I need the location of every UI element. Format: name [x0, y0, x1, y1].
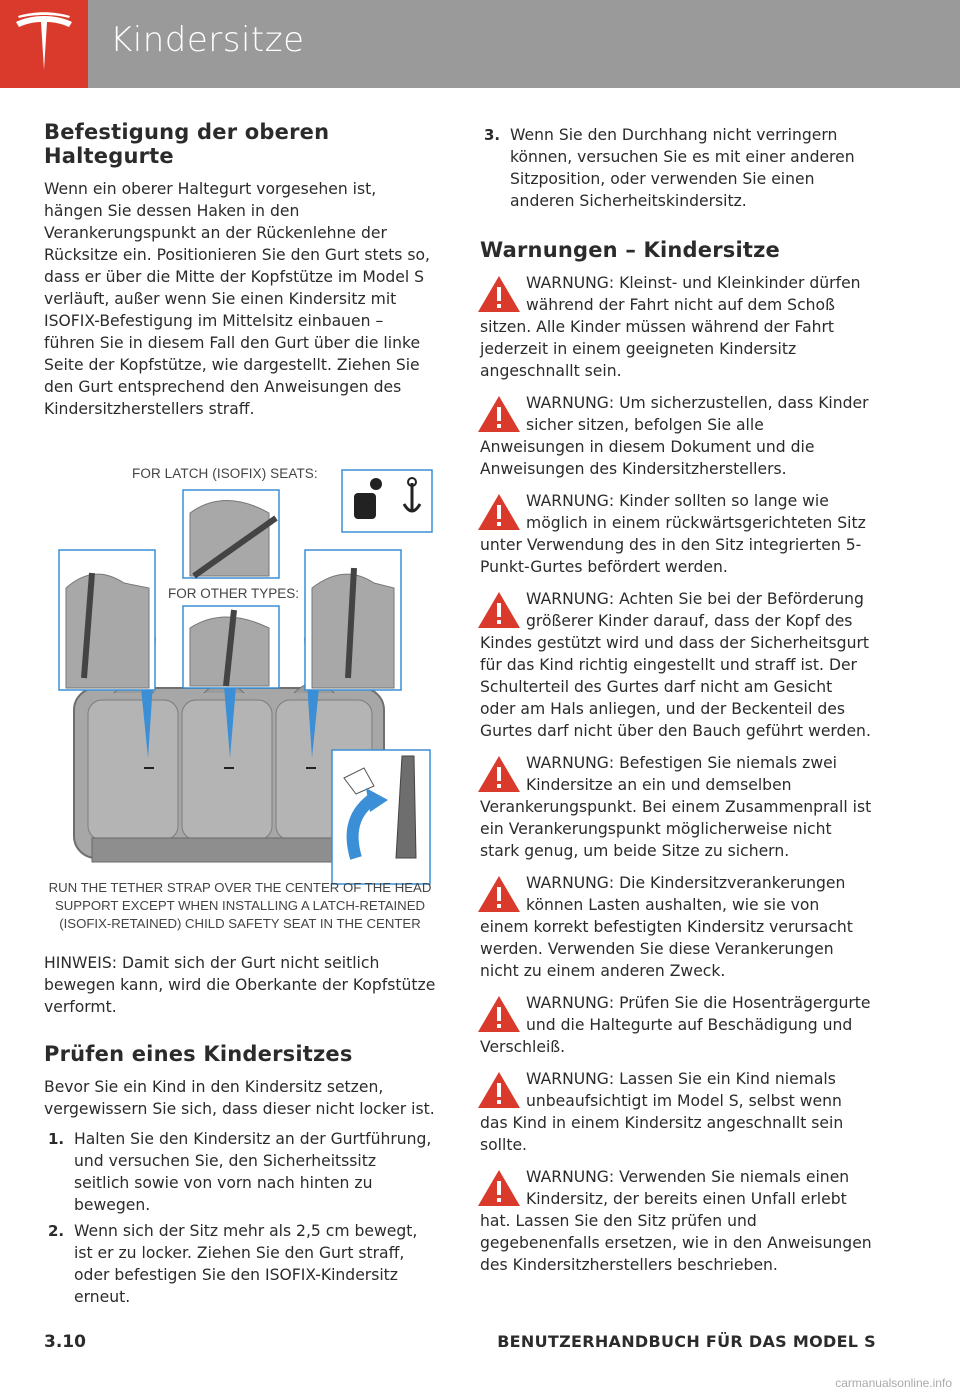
warning-triangle-icon [476, 874, 522, 914]
warning-item: WARNUNG: Achten Sie bei der Beförderung größerer Kinder darauf, dass der Kopf des Kindes gestützt wird und dass der Sicherheitsgurt für das Kind richtig eingestellt und straff ist. Der Schulterteil des Gurtes darf nicht am Gesicht oder am Hals anliegen, und der Beckenteil des Gurtes darf nicht über den Bauch geführt werden. [480, 588, 872, 742]
page-number: 3.10 [44, 1332, 86, 1352]
right-column [480, 124, 872, 1286]
list-item: 3. Wenn Sie den Durchhang nicht verringern können, versuchen Sie es mit einer anderen Sitzposition, oder verwenden Sie einen anderen Sicherheitskindersitz. [484, 126, 855, 210]
manual-title: BENUTZERHANDBUCH FÜR DAS MODEL S [497, 1332, 876, 1351]
warning-triangle-icon [476, 994, 522, 1034]
warning-triangle-icon [476, 394, 522, 434]
section-title-check: Prüfen eines Kindersitzes [44, 1042, 353, 1066]
figure-caption-line2: SUPPORT EXCEPT WHEN INSTALLING A LATCH-RETAINED [54, 898, 426, 913]
chapter-title: Kindersitze [110, 20, 305, 60]
section-body-tether: Wenn ein oberer Haltegurt vorgesehen ist, hängen Sie dessen Haken in den Verankerungspunkt an der Rückenlehne der Rücksitze ein. Positionieren Sie den Gurt stets so, dass er über die Mitte der Kopfstütze im Model S verläuft, außer wenn Sie einen Kindersitz mit ISOFIX-Befestigung im Mittelsitz einbauen – führen Sie in diesem Fall den Gurt über die linke Seite der Kopfstütze, wie dargestellt. Ziehen Sie den Gurt entsprechend den Anweisungen des Kindersitzherstellers straff. [44, 180, 431, 418]
note-headrest: HINWEIS: Damit sich der Gurt nicht seitlich bewegen kann, wird die Oberkante der Kopfstütze verformt. [44, 954, 436, 1016]
section-title-tether: Befestigung der oberen Haltegurte [44, 120, 330, 168]
logo-box [0, 0, 88, 88]
tether-illustration [44, 438, 436, 938]
section-title-warnings: Warnungen – Kindersitze [480, 238, 780, 262]
left-column [44, 120, 436, 1312]
warning-item: WARNUNG: Um sicherzustellen, dass Kinder sicher sitzen, befolgen Sie alle Anweisungen in diesem Dokument und die Anweisungen des Kindersitzherstellers. [480, 392, 872, 480]
figure-label-other: FOR OTHER TYPES: [168, 586, 300, 601]
page-header [0, 0, 960, 88]
warning-item: WARNUNG: Lassen Sie ein Kind niemals unbeaufsichtigt im Model S, selbst wenn das Kind in einem Kindersitz angeschnallt sein sollte. [480, 1068, 872, 1156]
figure-caption-line1: RUN THE TETHER STRAP OVER THE CENTER OF THE HEAD [48, 880, 432, 895]
check-steps [44, 1128, 436, 1308]
warning-triangle-icon [476, 1070, 522, 1110]
warning-item: WARNUNG: Verwenden Sie niemals einen Kindersitz, der bereits einen Unfall erlebt hat. Lassen Sie den Sitz prüfen und gegebenenfalls ersetzen, wie in den Anweisungen des Kindersitzherstellers beschrieben. [480, 1166, 872, 1276]
warning-item: WARNUNG: Befestigen Sie niemals zwei Kindersitze an ein und demselben Verankerungspunkt. Bei einem Zusammenprall ist ein Verankerungspunkt möglicherweise nicht stark genug, um beide Sitze zu sichern. [480, 752, 872, 862]
check-steps-continued [480, 124, 872, 212]
list-item: 2. Wenn sich der Sitz mehr als 2,5 cm bewegt, ist er zu locker. Ziehen Sie den Gurt straff, oder befestigen Sie den ISOFIX-Kindersitz erneut. [48, 1222, 418, 1306]
warning-triangle-icon [476, 754, 522, 794]
warnings-list [480, 272, 872, 1276]
list-item: 1. Halten Sie den Kindersitz an der Gurtführung, und versuchen Sie, den Sicherheitssitz seitlich sowie von vorn nach hinten zu bewegen. [48, 1130, 432, 1214]
figure-label-latch: FOR LATCH (ISOFIX) SEATS: [132, 466, 318, 481]
warning-triangle-icon [476, 274, 522, 314]
seat-diagram [44, 438, 436, 938]
section-body-check: Bevor Sie ein Kind in den Kindersitz setzen, vergewissern Sie sich, dass dieser nicht locker ist. [44, 1078, 435, 1118]
warning-triangle-icon [476, 590, 522, 630]
warning-triangle-icon [476, 1168, 522, 1208]
warning-item: WARNUNG: Die Kindersitzverankerungen können Lasten aushalten, wie sie von einem korrekt befestigten Kindersitz verursacht werden. Verwenden Sie diese Verankerungen nicht zu einem anderen Zweck. [480, 872, 872, 982]
tesla-logo-icon [14, 12, 74, 76]
watermark: carmanualsonline.info [835, 1376, 952, 1390]
warning-item: WARNUNG: Kleinst- und Kleinkinder dürfen während der Fahrt nicht auf dem Schoß sitzen. Alle Kinder müssen während der Fahrt jederzeit in einem geeigneten Kindersitz angeschnallt sein. [480, 272, 872, 382]
figure-caption-line3: (ISOFIX-RETAINED) CHILD SAFETY SEAT IN THE CENTER [59, 916, 421, 931]
warning-item: WARNUNG: Prüfen Sie die Hosenträgergurte und die Haltegurte auf Beschädigung und Verschleiß. [480, 992, 872, 1058]
warning-item: WARNUNG: Kinder sollten so lange wie möglich in einem rückwärtsgerichteten Sitz unter Verwendung des in den Sitz integrierten 5-Punkt-Gurtes befördert werden. [480, 490, 872, 578]
warning-triangle-icon [476, 492, 522, 532]
